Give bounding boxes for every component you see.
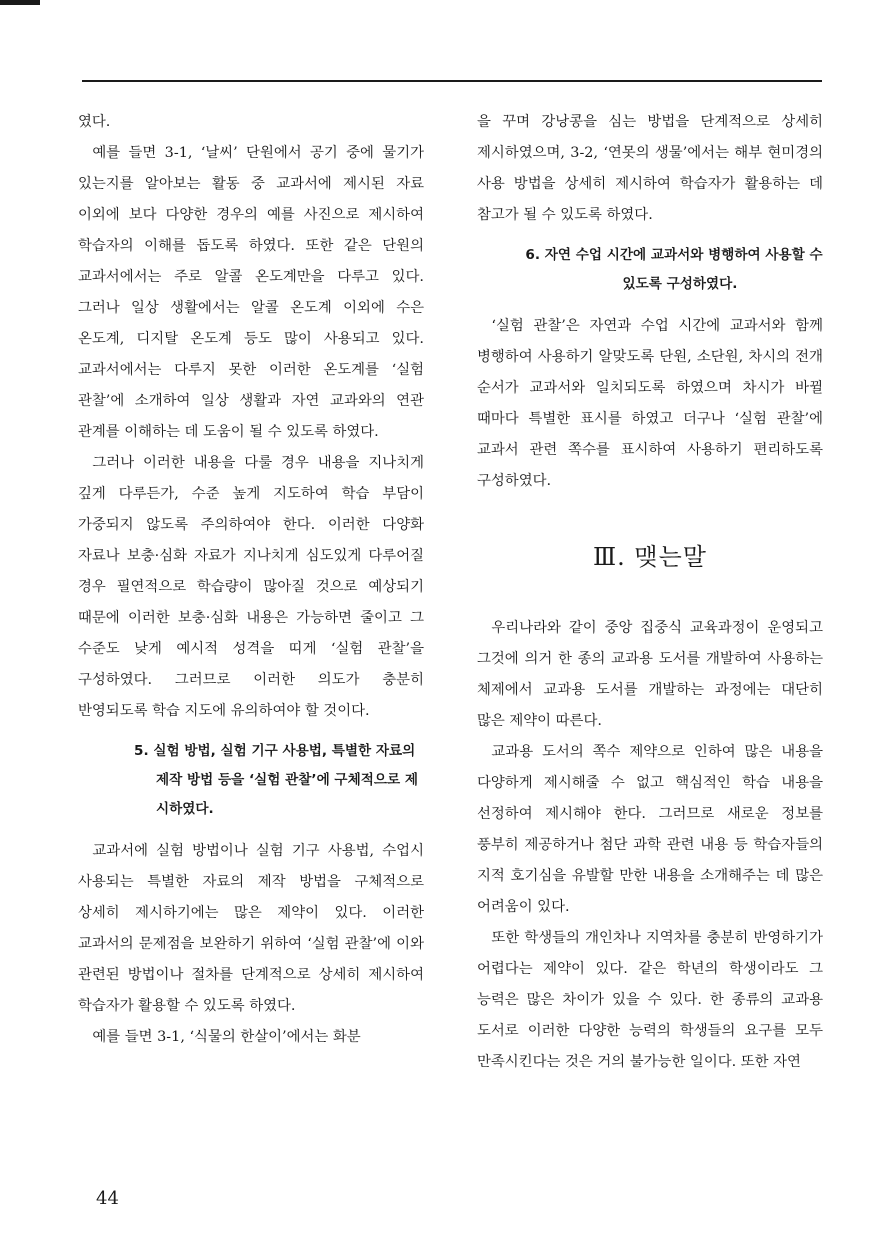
section-heading-6: 6. 자연 수업 시간에 교과서와 병행하여 사용할 수 있도록 구성하였다.: [525, 247, 823, 292]
header-rule: [82, 80, 822, 82]
paragraph: 예를 들면 3-1, ‘날씨’ 단원에서 공기 중에 물기가 있는지를 알아보는 활동 중 교과서에 제시된 자료 이외에 보다 다양한 경우의 예를 사진으로 제시하여 학습자의 이해를 돕도록 하였다. 또한 같은 단원의 교과서에서는 주로 알콜 온도계만을 다루고 있다. 그러나 일상 생활에서는 알콜 온도계 이외에 수은 온도계, 디지탈 온도계 등도 많이 사용되고 있다. 교과서에서는 다루지 못한 이러한 온도계를 ‘실험 관찰’에 소개하여 일상 생활과 자연 교과와의 연관 관계를 이해하는 데 도움이 될 수 있도록 하였다.: [78, 145, 424, 440]
paragraph: 을 꾸며 강낭콩을 심는 방법을 단계적으로 상세히 제시하였으며, 3-2, ‘연못의 생물’에서는 해부 현미경의 사용 방법을 상세히 제시하여 학습자가 활용하는 데 참고가 될 수 있도록 하였다.: [477, 114, 823, 223]
paragraph: ‘실험 관찰’은 자연과 수업 시간에 교과서와 함께 병행하여 사용하기 알맞도록 단원, 소단원, 차시의 전개 순서가 교과서와 일치되도록 하였으며 차시가 바뀔 때마다 특별한 표시를 하였고 더구나 ‘실험 관찰’에 교과서 관련 쪽수를 표시하여 사용하기 편리하도록 구성하였다.: [477, 318, 823, 489]
paragraph: 또한 학생들의 개인차나 지역차를 충분히 반영하기가 어렵다는 제약이 있다. 같은 학년의 학생이라도 그 능력은 많은 차이가 있을 수 있다. 한 종류의 교과용 도서로 이러한 다양한 능력의 학생들의 요구를 모두 만족시킨다는 것은 거의 불가능한 일이다. 또한 자연: [477, 930, 823, 1070]
paragraph: 그러나 이러한 내용을 다룰 경우 내용을 지나치게 깊게 다루든가, 수준 높게 지도하여 학습 부담이 가중되지 않도록 주의하여야 한다. 이러한 다양화 자료나 보충·심화 자료가 지나치게 심도있게 다루어질 경우 필연적으로 학습량이 많아질 것으로 예상되기 때문에 이러한 보충·심화 내용은 가능하면 줄이고 그 수준도 낮게 예시적 성격을 띠게 ‘실험 관찰’을 구성하였다. 그러므로 이러한 의도가 충분히 반영되도록 학습 지도에 유의하여야 할 것이다.: [78, 455, 424, 719]
left-column: [78, 107, 424, 1053]
paragraph: 예를 들면 3-1, ‘식물의 한살이’에서는 화분: [92, 1029, 361, 1045]
paragraph: 교과용 도서의 쪽수 제약으로 인하여 많은 내용을 다양하게 제시해줄 수 없고 핵심적인 학습 내용을 선정하여 제시해야 한다. 그러므로 새로운 정보를 풍부히 제공하거나 첨단 과학 관련 내용 등 학습자들의 지적 호기심을 유발할 만한 내용을 소개해주는 데 많은 어려움이 있다.: [477, 744, 823, 915]
paragraph: 우리나라와 같이 중앙 집중식 교육과정이 운영되고 그것에 의거 한 종의 교과용 도서를 개발하여 사용하는 체제에서 교과용 도서를 개발하는 과정에는 대단히 많은 제약이 따른다.: [477, 620, 823, 729]
paragraph: 교과서에 실험 방법이나 실험 기구 사용법, 수업시 사용되는 특별한 자료의 제작 방법을 구체적으로 상세히 제시하기에는 많은 제약이 있다. 이러한 교과서의 문제점을 보완하기 위하여 ‘실험 관찰’에 이와 관련된 방법이나 절차를 단계적으로 상세히 제시하여 학습자가 활용할 수 있도록 하였다.: [78, 843, 424, 1014]
section-title: Ⅲ. 맺는말: [593, 543, 707, 571]
corner-mark: [0, 0, 40, 5]
paragraph: 였다.: [78, 114, 111, 130]
right-column: [477, 107, 823, 1078]
page-number: 44: [96, 1188, 119, 1209]
section-heading-5: 5. 실험 방법, 실험 기구 사용법, 특별한 자료의 제작 방법 등을 ‘실험 관찰’에 구체적으로 제시하였다.: [134, 743, 418, 817]
